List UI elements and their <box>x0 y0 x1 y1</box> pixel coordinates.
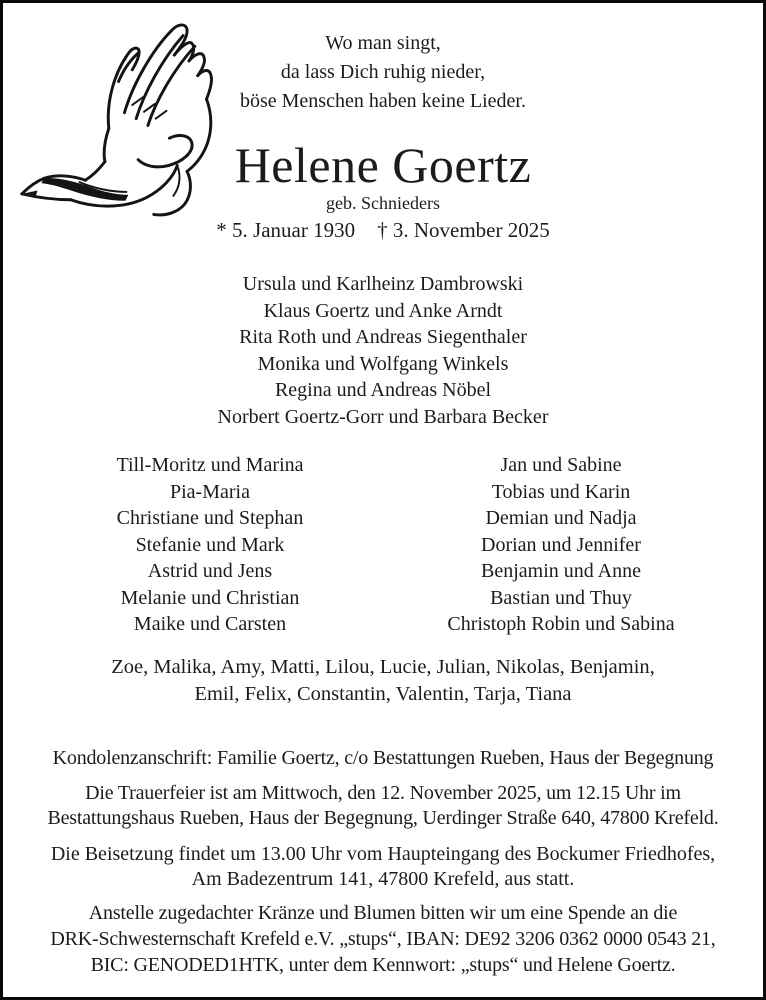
donation-line: Anstelle zugedachter Kränze und Blumen bitten wir um eine Spende an die <box>88 902 678 924</box>
burial-line: Am Badezentrum 141, 47800 Krefeld, aus statt. <box>191 868 575 890</box>
family-name-line: Monika und Wolfgang Winkels <box>257 352 509 375</box>
maiden-name: geb. Schnieders <box>326 193 440 213</box>
condolence-address: Kondolenzanschrift: Familie Goertz, c/o Bestattungen Rueben, Haus der Begegnung <box>52 747 714 769</box>
relative-name-line: Stefanie und Mark <box>135 533 285 556</box>
death-date: † 3. November 2025 <box>377 218 550 242</box>
relative-name-line: Till-Moritz und Marina <box>116 454 304 476</box>
family-name-line: Norbert Goertz-Gorr und Barbara Becker <box>217 405 549 428</box>
family-name-line: Klaus Goertz und Anke Arndt <box>263 299 503 322</box>
funeral-service-line: Die Trauerfeier ist am Mittwoch, den 12. November 2025, um 12.15 Uhr im <box>85 782 681 804</box>
children-names <box>3 271 763 430</box>
burial-line: Die Beisetzung findet um 13.00 Uhr vom Haupteingang des Bockumer Friedhofes, <box>50 843 716 865</box>
grandchildren-names <box>3 654 763 708</box>
verse-line: Wo man singt, <box>325 32 441 54</box>
birth-date: * 5. Januar 1930 <box>216 218 356 242</box>
relative-name-line: Christoph Robin und Sabina <box>447 613 675 635</box>
donation-line: DRK-Schwesternschaft Krefeld e.V. „stups“, IBAN: DE92 3206 0362 0000 0543 21, <box>50 928 716 950</box>
funeral-service-info <box>3 781 763 831</box>
burial-info <box>3 842 763 892</box>
relative-name-line: Jan und Sabine <box>500 454 622 476</box>
relative-name-line: Benjamin und Anne <box>481 560 641 582</box>
funeral-service-line: Bestattungshaus Rueben, Haus der Begegnung, Uerdinger Straße 640, 47800 Krefeld. <box>47 807 719 829</box>
verse-line: böse Menschen haben keine Lieder. <box>239 90 526 112</box>
life-dates <box>3 218 763 243</box>
relatives-column-right <box>391 452 731 638</box>
relative-name-line: Dorian und Jennifer <box>481 533 641 556</box>
relatives-column-left <box>41 452 379 638</box>
relative-name-line: Tobias und Karin <box>491 480 631 503</box>
grandchildren-line: Zoe, Malika, Amy, Matti, Lilou, Lucie, Julian, Nikolas, Benjamin, <box>111 656 655 678</box>
family-name-line: Rita Roth und Andreas Siegenthaler <box>239 326 527 348</box>
family-name-line: Regina und Andreas Nöbel <box>274 379 492 401</box>
family-name-line: Ursula und Karlheinz Dambrowski <box>242 273 524 295</box>
relative-name-line: Demian und Nadja <box>485 507 637 529</box>
relative-name-line: Maike und Carsten <box>133 613 287 635</box>
relative-name-line: Christiane und Stephan <box>116 507 304 529</box>
relative-name-line: Melanie und Christian <box>120 586 300 609</box>
relative-name-line: Astrid und Jens <box>147 560 273 582</box>
donation-info <box>3 900 763 978</box>
grandchildren-line: Emil, Felix, Constantin, Valentin, Tarja, Tiana <box>194 683 572 705</box>
verse-line: da lass Dich ruhig nieder, <box>280 61 486 83</box>
donation-line: BIC: GENODED1HTK, unter dem Kennwort: „stups“ und Helene Goertz. <box>90 954 676 976</box>
memorial-verse <box>3 29 763 116</box>
deceased-name: Helene Goertz <box>234 137 532 193</box>
relative-name-line: Pia-Maria <box>170 480 250 503</box>
relative-name-line: Bastian und Thuy <box>490 586 632 609</box>
